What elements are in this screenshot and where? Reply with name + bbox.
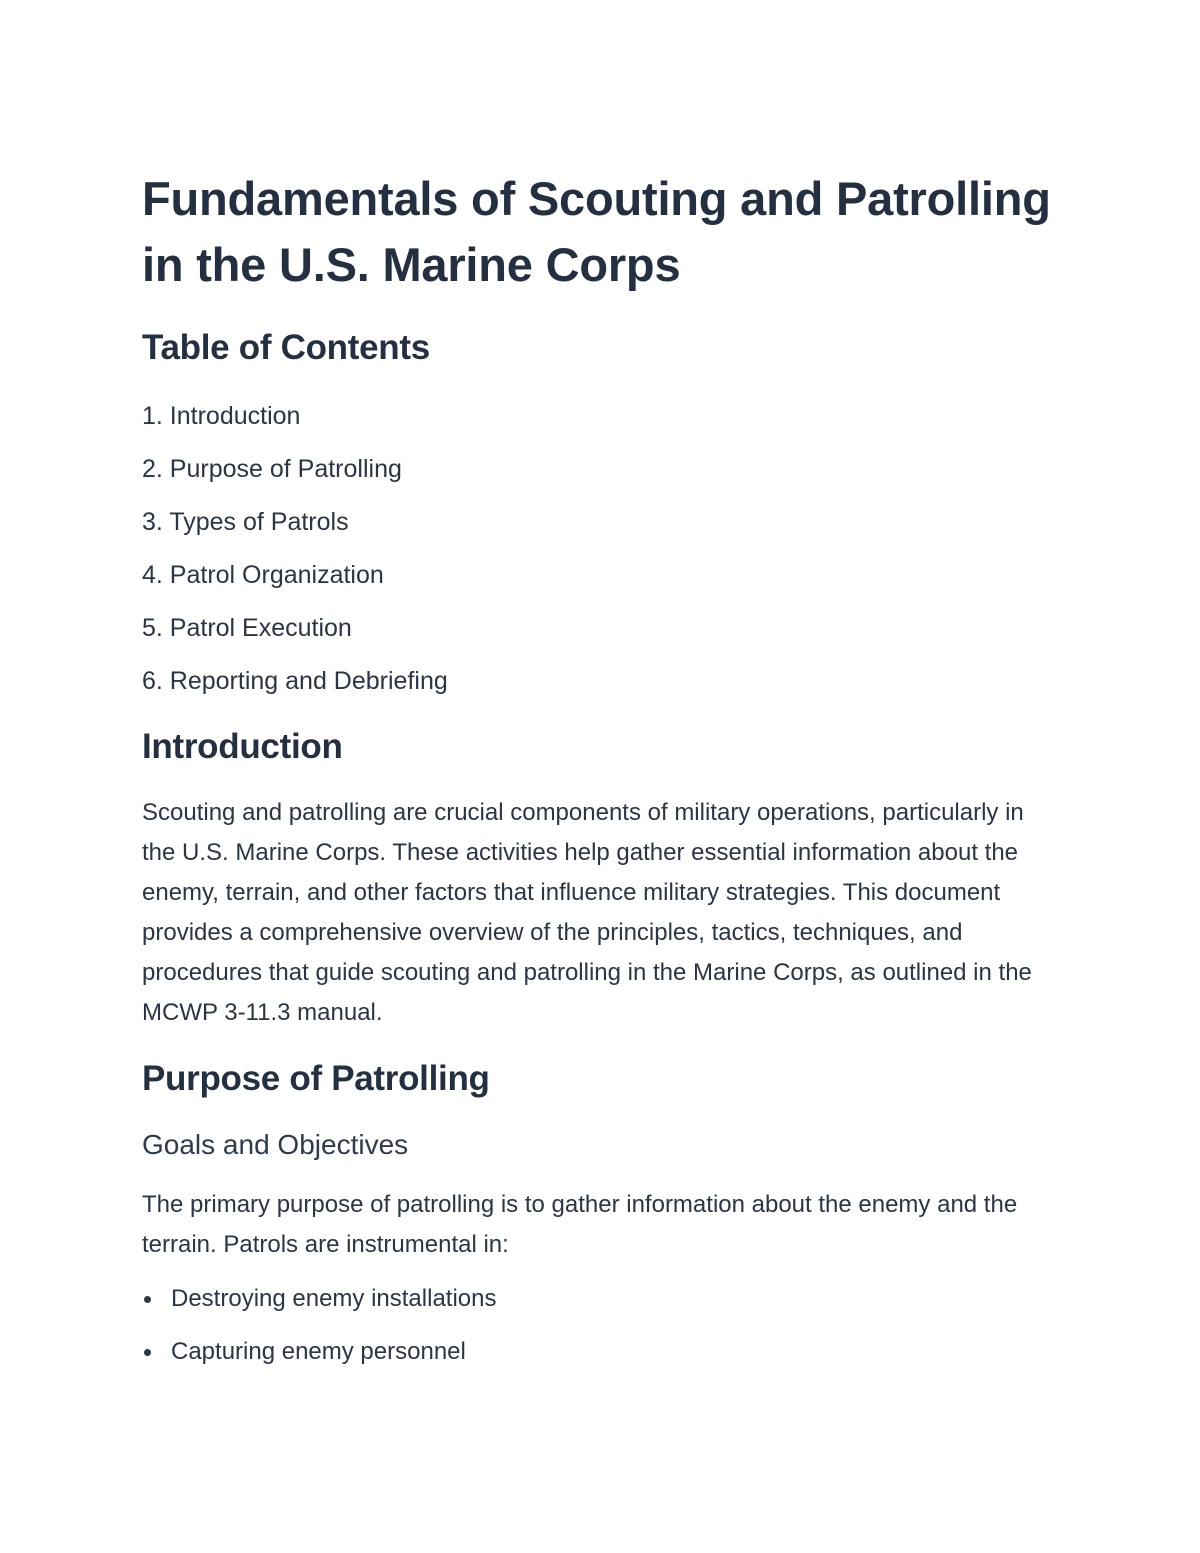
table-of-contents <box>142 398 1062 699</box>
toc-item-reporting[interactable]: 6. Reporting and Debriefing <box>142 667 448 695</box>
document-page <box>142 166 1062 1387</box>
bullet-icon <box>144 1296 151 1303</box>
purpose-heading: Purpose of Patrolling <box>142 1059 490 1098</box>
introduction-heading: Introduction <box>142 727 343 766</box>
toc-heading: Table of Contents <box>142 328 430 367</box>
document-title: Fundamentals of Scouting and Patrolling in the U.S. Marine Corps <box>142 172 1051 291</box>
list-item-text: Destroying enemy installations <box>171 1285 497 1312</box>
toc-item-introduction[interactable]: 1. Introduction <box>142 402 301 430</box>
purpose-bullet-list <box>142 1281 1062 1370</box>
toc-item-execution[interactable]: 5. Patrol Execution <box>142 614 352 642</box>
goals-paragraph: The primary purpose of patrolling is to gather information about the enemy and the terrain. Patrols are instrumental in: <box>142 1191 1018 1258</box>
bullet-icon <box>144 1349 151 1356</box>
toc-item-types[interactable]: 3. Types of Patrols <box>142 508 349 536</box>
toc-item-purpose[interactable]: 2. Purpose of Patrolling <box>142 455 402 483</box>
toc-item-organization[interactable]: 4. Patrol Organization <box>142 561 384 589</box>
goals-subheading: Goals and Objectives <box>142 1129 409 1160</box>
list-item-text: Capturing enemy personnel <box>171 1338 466 1365</box>
list-item <box>142 1281 1062 1317</box>
list-item <box>142 1334 1062 1370</box>
introduction-paragraph: Scouting and patrolling are crucial components of military operations, particularly in the U.S. Marine Corps. These activities help gather essential information about the enemy, terrain, and other factors that influence military strategies. This document provides a comprehensive overview of the principles, tactics, techniques, and procedures that guide scouting and patrolling in the Marine Corps, as outlined in the MCWP 3-11.3 manual. <box>142 799 1032 1026</box>
